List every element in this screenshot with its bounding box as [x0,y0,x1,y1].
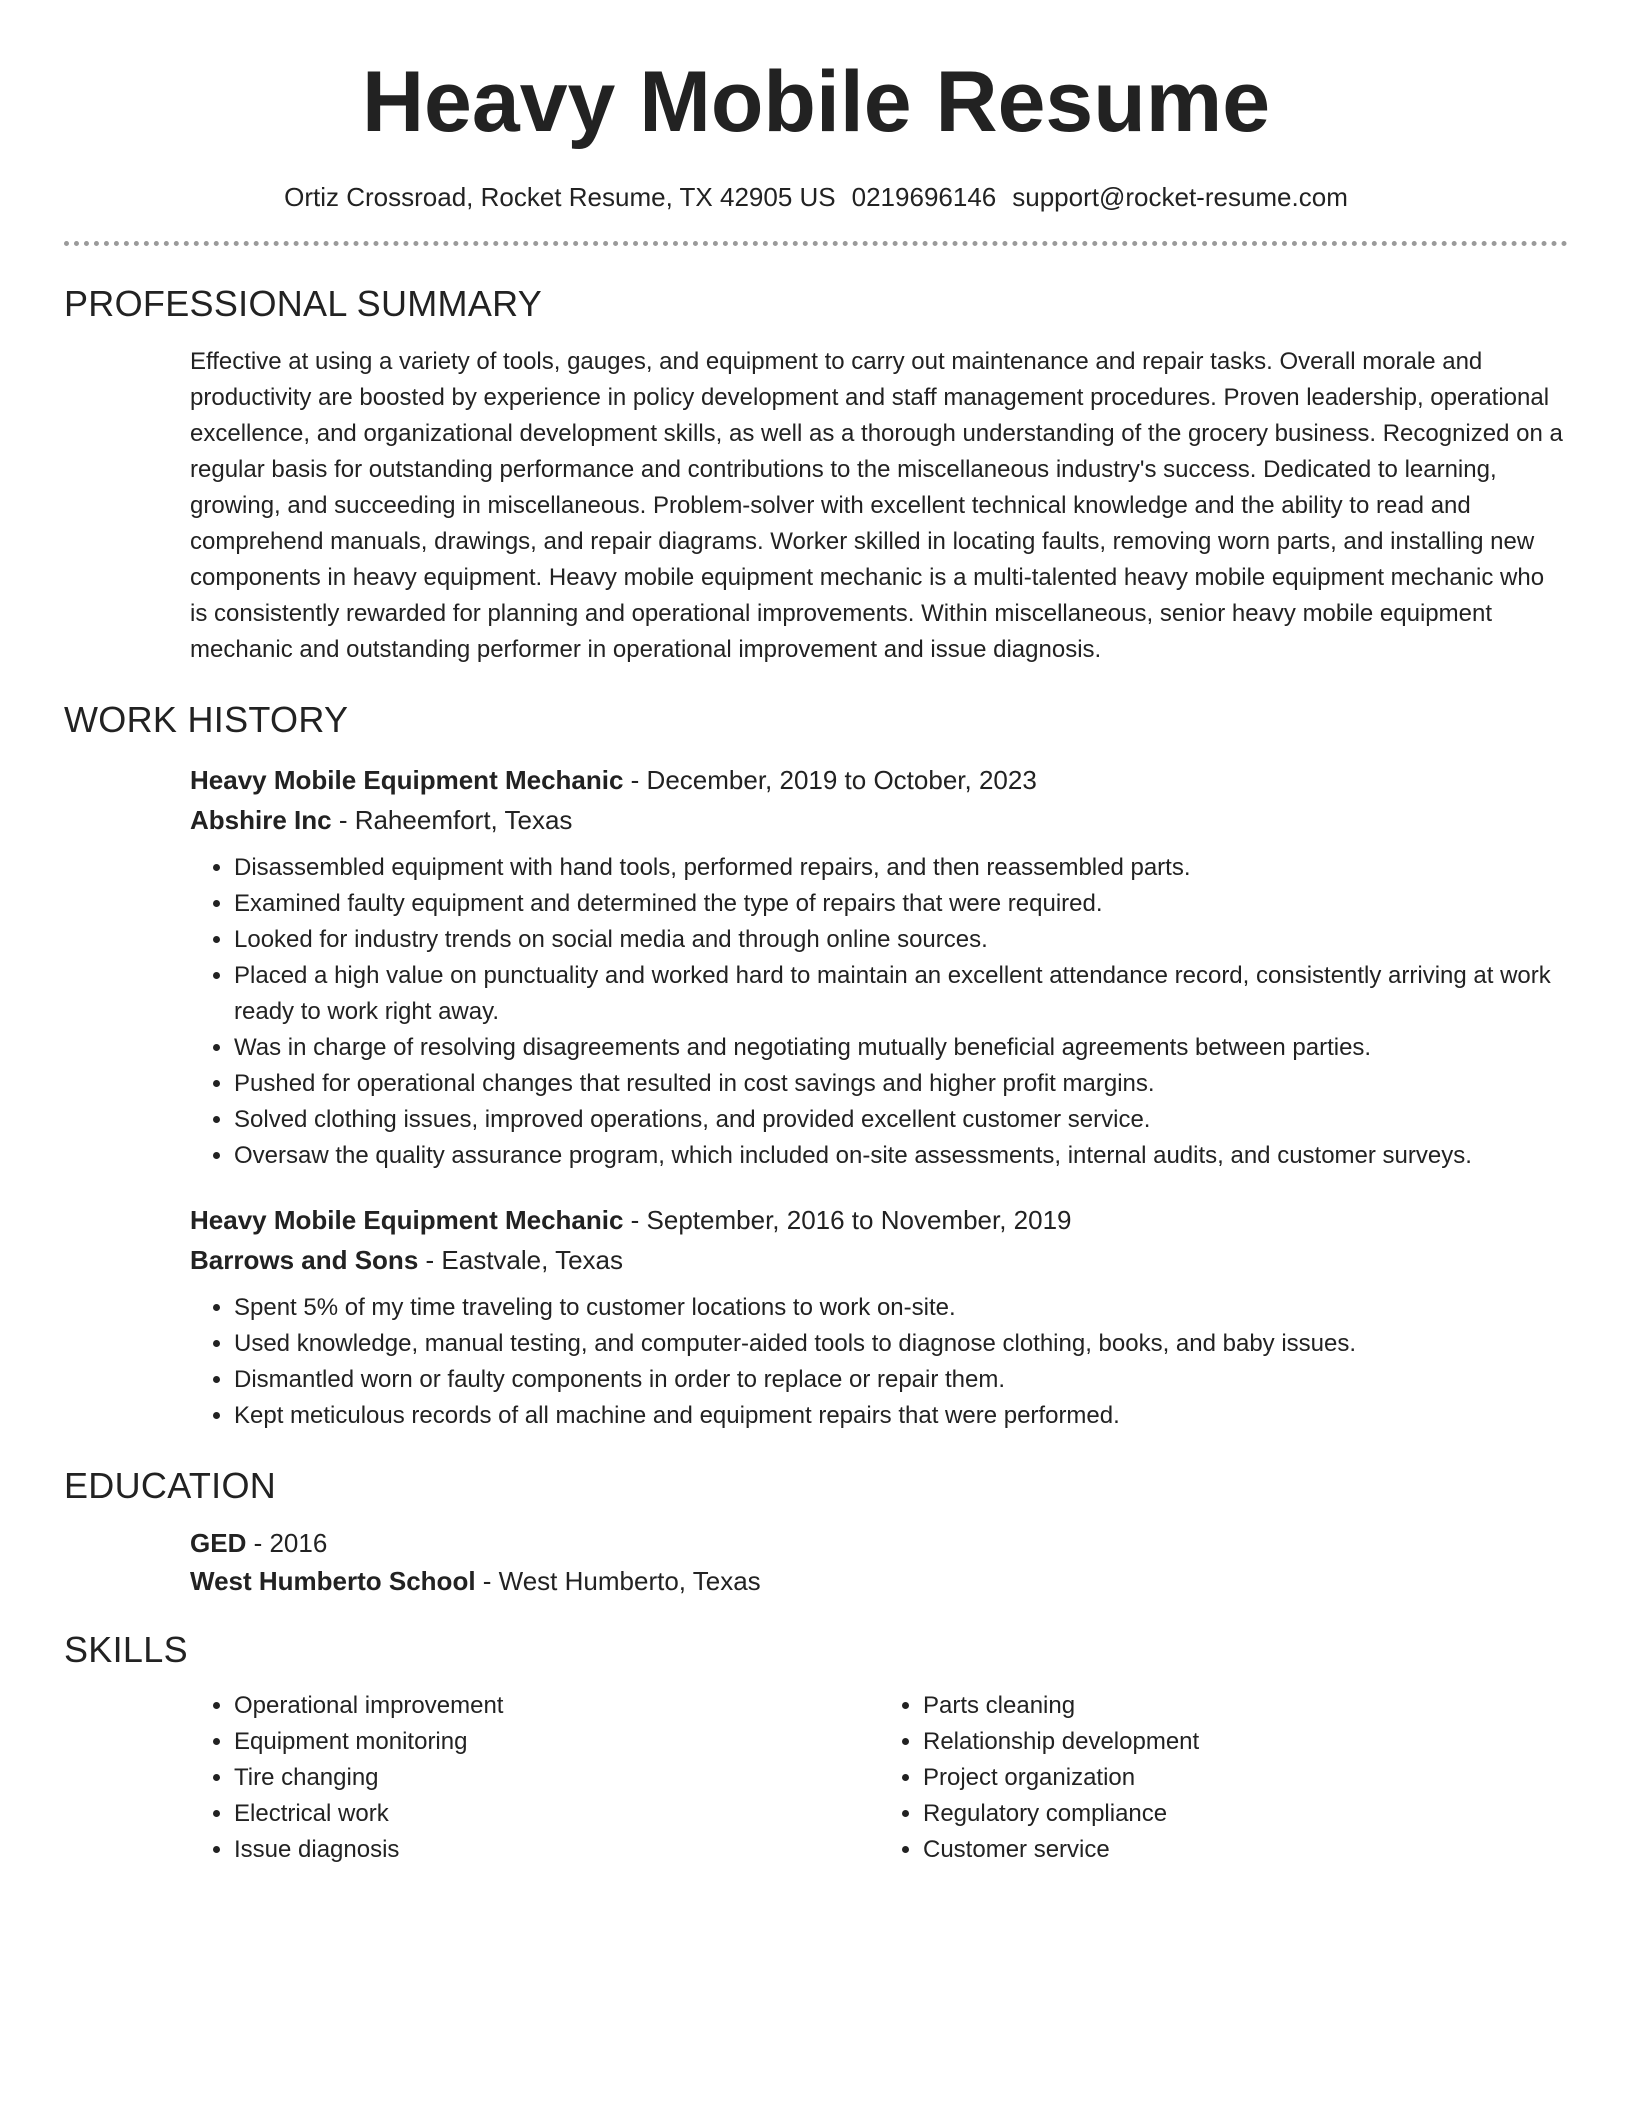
job-bullet: • Used knowledge, manual testing, and computer-aided tools to diagnose clothing, books, and baby issues. [234,1326,1568,1362]
job-bullets [190,850,1568,1174]
education-location: - West Humberto, Texas [475,1566,761,1596]
job-bullet: • Looked for industry trends on social media and through online sources. [234,922,1568,958]
skill-item: • Regulatory compliance [923,1796,1568,1832]
education-degree-line [190,1524,1568,1562]
skill-item: • Project organization [923,1760,1568,1796]
job-role: Heavy Mobile Equipment Mechanic [190,765,624,795]
skill-item: • Parts cleaning [923,1688,1568,1724]
job-bullet: • Placed a high value on punctuality and worked hard to maintain an excellent attendance record, consistently arriving at work ready to work right away. [234,958,1568,1030]
work-history-heading: WORK HISTORY [64,699,349,740]
education-year: - 2016 [246,1528,328,1558]
education-heading: EDUCATION [64,1465,277,1506]
job-company-line [190,800,1568,840]
job-bullet: • Examined faulty equipment and determined the type of repairs that were required. [234,886,1568,922]
job-bullets [190,1290,1568,1434]
skills-columns [190,1688,1568,1868]
contact-address: Ortiz Crossroad, Rocket Resume, TX 42905 US [284,182,836,212]
job-entry-1 [190,760,1568,1174]
job-bullet: • Oversaw the quality assurance program, which included on-site assessments, internal audits, and customer surveys. [234,1138,1568,1174]
job-bullet: • Disassembled equipment with hand tools, performed repairs, and then reassembled parts. [234,850,1568,886]
skill-item: • Customer service [923,1832,1568,1868]
header-divider [64,241,1568,246]
job-bullet: • Pushed for operational changes that resulted in cost savings and higher profit margins. [234,1066,1568,1102]
contact-email: support@rocket-resume.com [1012,182,1348,212]
job-bullet: • Spent 5% of my time traveling to customer locations to work on-site. [234,1290,1568,1326]
education-section [64,1464,1568,1600]
job-company-line [190,1240,1568,1280]
job-title-line [190,1200,1568,1240]
skills-list-left [190,1688,879,1868]
education-school-line [190,1562,1568,1600]
job-entry-2 [190,1200,1568,1434]
job-dates: - September, 2016 to November, 2019 [623,1205,1072,1235]
skill-item: • Electrical work [234,1796,879,1832]
job-bullet: • Was in charge of resolving disagreements and negotiating mutually beneficial agreements between parties. [234,1030,1568,1066]
skill-item: • Relationship development [923,1724,1568,1760]
contact-info [64,180,1568,214]
summary-text: Effective at using a variety of tools, gauges, and equipment to carry out maintenance and repair tasks. Overall morale and productivity are boosted by experience in policy development and staff management procedures. Proven leadership, operational excellence, and organizational development skills, as well as a thorough understanding of the grocery business. Recognized on a regular basis for outstanding performance and contributions to the miscellaneous industry's success. Dedicated to learning, growing, and succeeding in miscellaneous. Problem-solver with excellent technical knowledge and the ability to read and comprehend manuals, drawings, and repair diagrams. Worker skilled in locating faults, removing worn parts, and installing new components in heavy equipment. Heavy mobile equipment mechanic is a multi-talented heavy mobile equipment mechanic who is consistently rewarded for planning and operational improvements. Within miscellaneous, senior heavy mobile equipment mechanic and outstanding performer in operational improvement and issue diagnosis. [190,348,1563,663]
job-dates: - December, 2019 to October, 2023 [623,765,1037,795]
job-title-line [190,760,1568,800]
contact-phone: 0219696146 [851,182,997,212]
skills-heading: SKILLS [64,1629,188,1670]
skill-item: • Tire changing [234,1760,879,1796]
skill-item: • Operational improvement [234,1688,879,1724]
job-company: Abshire Inc [190,805,332,835]
job-bullet: • Solved clothing issues, improved operations, and provided excellent customer service. [234,1102,1568,1138]
skill-item: • Issue diagnosis [234,1832,879,1868]
resume-header [64,0,1568,214]
skill-item: • Equipment monitoring [234,1724,879,1760]
education-school: West Humberto School [190,1566,476,1596]
job-company: Barrows and Sons [190,1245,419,1275]
job-role: Heavy Mobile Equipment Mechanic [190,1205,624,1235]
skills-list-right [879,1688,1568,1868]
resume-name: Heavy Mobile Resume [361,54,1271,150]
job-bullet: • Dismantled worn or faulty components in order to replace or repair them. [234,1362,1568,1398]
summary-section [64,282,1568,668]
job-location: - Eastvale, Texas [418,1245,624,1275]
skills-section [64,1628,1568,1868]
summary-heading: PROFESSIONAL SUMMARY [64,283,543,324]
job-location: - Raheemfort, Texas [331,805,573,835]
work-history-section [64,698,1568,1434]
job-bullet: • Kept meticulous records of all machine and equipment repairs that were performed. [234,1398,1568,1434]
education-degree: GED [190,1528,247,1558]
